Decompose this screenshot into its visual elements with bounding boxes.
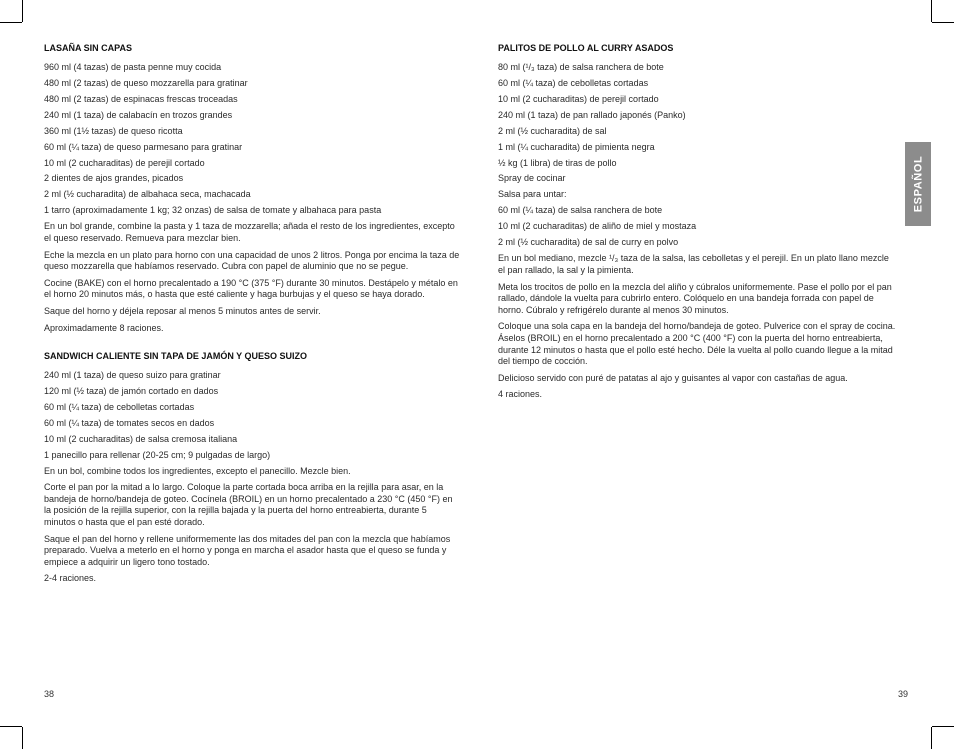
instruction-step: Corte el pan por la mitad a lo largo. Coloque la parte cortada boca arriba en la rejilla para asar, en la bandeja de horno/bandeja de goteo. Cocínela (BROIL) en un horno precalentado a 230 °C (450 °F) en la posición de la rejilla superior, con la rejilla bajada y la puerta del horno entreabierta, durante 5 minutos o hasta que el pan esté dorado.	[44, 482, 453, 528]
ingredient-item: 60 ml (¼ taza) de queso parmesano para gratinar	[44, 141, 243, 152]
instruction-step: Saque del horno y déjela reposar al menos 5 minutos antes de servir.	[44, 306, 321, 316]
ingredient-list	[44, 370, 460, 462]
ingredient-item: 2 ml (½ cucharadita) de sal de curry en polvo	[498, 237, 679, 248]
ingredient-item: 80 ml (¹/₃ taza) de salsa ranchera de bote	[498, 61, 664, 72]
crop-mark	[931, 727, 932, 749]
recipe-lasagna	[44, 43, 460, 334]
ingredient-item: Salsa para untar:	[498, 189, 567, 200]
ingredient-item: 10 ml (2 cucharaditas) de perejil cortado	[44, 157, 205, 168]
ingredient-item: 240 ml (1 taza) de queso suizo para gratinar	[44, 369, 221, 380]
crop-mark	[22, 727, 23, 749]
ingredient-item: 10 ml (2 cucharaditas) de salsa cremosa italiana	[44, 433, 238, 444]
ingredient-item: 2 dientes de ajos grandes, picados	[44, 173, 184, 184]
crop-mark	[932, 22, 954, 23]
recipe-title: SANDWICH CALIENTE SIN TAPA DE JAMÓN Y QUESO SUIZO	[44, 351, 308, 362]
instruction-step: En un bol, combine todos los ingredientes, excepto el panecillo. Mezcle bien.	[44, 465, 351, 476]
language-tab	[905, 142, 931, 226]
ingredient-item: 960 ml (4 tazas) de pasta penne muy cocida	[44, 61, 222, 72]
instruction-step: Cocine (BAKE) con el horno precalentado a 190 °C (375 °F) durante 30 minutos. Destápelo y métalo en el horno 20 minutos más, o hasta que esté caliente y haga burbujas y el queso se haya dorado.	[44, 277, 458, 300]
ingredient-item: 60 ml (¼ taza) de cebolletas cortadas	[498, 77, 649, 88]
ingredient-item: 2 ml (½ cucharadita) de albahaca seca, machacada	[44, 189, 251, 200]
ingredient-item: ½ kg (1 libra) de tiras de pollo	[498, 157, 617, 168]
page-number-left: 38	[44, 689, 55, 699]
crop-mark	[22, 0, 23, 22]
recipe-chicken	[498, 43, 898, 401]
page-number-right: 39	[898, 689, 909, 699]
instruction-list	[44, 466, 460, 585]
instruction-step: En un bol mediano, mezcle ¹/₃ taza de la salsa, las cebolletas y el perejil. En un plato llano mezcle el pan rallado, la sal y la pimienta.	[498, 253, 889, 275]
ingredient-item: Spray de cocinar	[498, 173, 566, 184]
crop-mark	[932, 726, 954, 727]
ingredient-list	[498, 62, 898, 249]
instruction-step: 4 raciones.	[498, 389, 543, 400]
ingredient-item: 10 ml (2 cucharaditas) de perejil cortado	[498, 93, 659, 104]
instruction-step: Saque el pan del horno y rellene uniformemente las dos mitades del pan con la mezcla que habíamos preparado. Vuelva a meterlo en el horno y ponga en marcha el asador hasta que el queso se funda y empiece a adquirir un ligero tono tostado.	[44, 533, 451, 567]
instruction-list	[498, 253, 898, 401]
recipe-title: PALITOS DE POLLO AL CURRY ASADOS	[498, 43, 674, 53]
instruction-step: 2-4 raciones.	[44, 573, 97, 584]
ingredient-item: 240 ml (1 taza) de pan rallado japonés (Panko)	[498, 109, 686, 120]
crop-mark	[931, 0, 932, 22]
ingredient-item: 240 ml (1 taza) de calabacín en trozos grandes	[44, 109, 233, 120]
recipe-sandwich	[44, 351, 460, 585]
ingredient-item: 480 ml (2 tazas) de espinacas frescas troceadas	[44, 93, 238, 104]
instruction-step: En un bol grande, combine la pasta y 1 taza de mozzarella; añada el resto de los ingredientes, excepto el queso reservado. Remueva para mezclar bien.	[44, 221, 455, 244]
recipe-title: LASAÑA SIN CAPAS	[44, 43, 133, 53]
instruction-step: Eche la mezcla en un plato para horno con una capacidad de unos 2 litros. Ponga por encima la taza de queso mozzarella que habíamos reservado. Cubra con papel de aluminio que no se pegue.	[44, 249, 460, 272]
ingredient-item: 60 ml (¼ taza) de cebolletas cortadas	[44, 401, 195, 412]
ingredient-item: 10 ml (2 cucharaditas) de aliño de miel y mostaza	[498, 221, 697, 232]
instruction-step: Delicioso servido con puré de patatas al ajo y guisantes al vapor con castañas de agua.	[498, 372, 848, 383]
crop-mark	[0, 22, 22, 23]
ingredient-item: 1 ml (¼ cucharadita) de pimienta negra	[498, 141, 655, 152]
crop-mark	[0, 726, 22, 727]
right-page-column	[498, 43, 898, 406]
ingredient-item: 1 panecillo para rellenar (20-25 cm; 9 pulgadas de largo)	[44, 449, 271, 460]
instruction-list	[44, 221, 460, 334]
instruction-step: Aproximadamente 8 raciones.	[44, 322, 164, 333]
instruction-step: Coloque una sola capa en la bandeja del horno/bandeja de goteo. Pulverice con el spray de cocina. Áselos (BROIL) en el horno precalentado a 200 °C (400 °F) con la puerta del horno entreabierta, durante 12 minutos o hasta que el pollo esté hecho. Déle la vuelta al pollo cuando llegue a la mitad del tiempo de cocción.	[498, 321, 896, 367]
ingredient-item: 480 ml (2 tazas) de queso mozzarella para gratinar	[44, 77, 248, 88]
ingredient-item: 360 ml (1½ tazas) de queso ricotta	[44, 125, 183, 136]
ingredient-item: 60 ml (¼ taza) de salsa ranchera de bote	[498, 205, 663, 216]
ingredient-item: 120 ml (½ taza) de jamón cortado en dados	[44, 385, 219, 396]
ingredient-item: 60 ml (¼ taza) de tomates secos en dados	[44, 417, 215, 428]
ingredient-item: 2 ml (½ cucharadita) de sal	[498, 125, 607, 136]
instruction-step: Meta los trocitos de pollo en la mezcla del aliño y cúbralos uniformemente. Pase el pollo por el pan rallado, dándole la vuelta para cubrirlo entero. Colóquelo en una bandeja forrada con papel de horno. Cúbralo y refrigérelo durante al menos 30 minutos.	[498, 281, 892, 315]
ingredient-item: 1 tarro (aproximadamente 1 kg; 32 onzas) de salsa de tomate y albahaca para pasta	[44, 205, 382, 216]
language-tab-label: ESPAÑOL	[912, 155, 924, 213]
ingredient-list	[44, 62, 460, 217]
left-page-column	[44, 43, 460, 590]
